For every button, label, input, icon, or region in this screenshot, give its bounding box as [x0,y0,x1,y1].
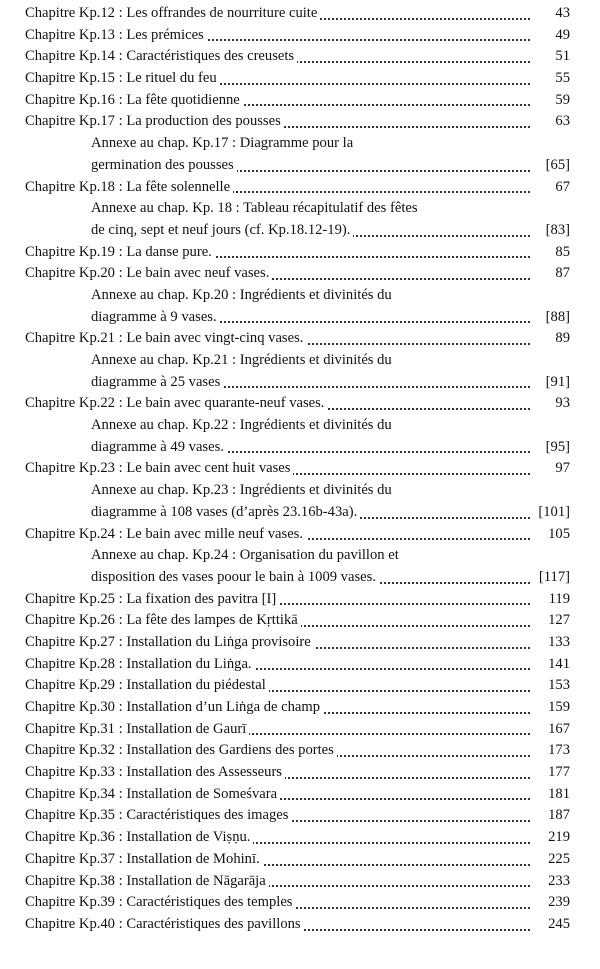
toc-entry [25,111,570,133]
toc-entry [25,675,570,697]
toc-entry-title: Chapitre Kp.30 : Installation d’un Liṅga de champ [25,697,323,719]
toc-entry-title: diagramme à 25 vases [91,372,223,394]
toc-entry-title: Chapitre Kp.38 : Installation de Nāgarāja [25,871,269,893]
toc-page-number: 141 [530,654,570,676]
toc-page-number: 119 [530,589,570,611]
toc-page-number: 133 [530,632,570,654]
toc-entry-title: diagramme à 108 vases (d’après 23.16b-43a). [91,502,360,524]
toc-annex-line [91,133,570,155]
toc-page-number: 67 [530,177,570,199]
toc-entry-title: Chapitre Kp.22 : Le bain avec quarante-neuf vases. [25,393,327,415]
toc-entry [25,740,570,762]
toc-entry-title: disposition des vases poour le bain à 1009 vases. [91,567,379,589]
toc-entry [25,328,570,350]
toc-page-number: 245 [530,914,570,936]
toc-entry [25,68,570,90]
toc-entry [25,632,570,654]
toc-page-number: 127 [530,610,570,632]
toc-entry-title: Chapitre Kp.26 : La fête des lampes de Kṛttikā [25,610,301,632]
toc-page-number: 89 [530,328,570,350]
toc-entry-title: Annexe au chap. Kp. 18 : Tableau récapitulatif des fêtes [91,198,421,220]
toc-page-number: 167 [530,719,570,741]
toc-entry [25,827,570,849]
toc-page-number: 105 [530,524,570,546]
toc-entry [25,762,570,784]
toc-entry-title: Chapitre Kp.23 : Le bain avec cent huit vases [25,458,293,480]
toc-entry-title: Annexe au chap. Kp.17 : Diagramme pour la [91,133,356,155]
toc-entry-title: Chapitre Kp.16 : La fête quotidienne [25,90,243,112]
toc-entry [25,589,570,611]
toc-page-number: [117] [530,567,570,589]
toc-entry-title: diagramme à 9 vases. [91,307,220,329]
toc-page-number: 239 [530,892,570,914]
toc-annex-line [91,480,570,502]
toc-entry [25,805,570,827]
toc-annex-line [91,502,570,524]
toc-page-number: [65] [530,155,570,177]
toc-annex-line [91,198,570,220]
toc-entry-title: Chapitre Kp.13 : Les prémices [25,25,207,47]
toc-annex-line [91,285,570,307]
toc-page-number: [95] [530,437,570,459]
toc-entry [25,914,570,936]
table-of-contents [25,3,570,936]
toc-entry [25,784,570,806]
toc-entry [25,25,570,47]
toc-entry-title: Chapitre Kp.17 : La production des pousses [25,111,284,133]
toc-page-number: 43 [530,3,570,25]
toc-annex-line [91,220,570,242]
toc-entry [25,654,570,676]
toc-annex-line [91,350,570,372]
toc-entry [25,263,570,285]
toc-entry-title: Chapitre Kp.34 : Installation de Someśvara [25,784,280,806]
toc-entry [25,697,570,719]
toc-page-number: 87 [530,263,570,285]
toc-entry [25,719,570,741]
toc-entry-title: Chapitre Kp.29 : Installation du piédestal [25,675,269,697]
toc-page-number: 153 [530,675,570,697]
toc-entry-title: Chapitre Kp.15 : Le rituel du feu [25,68,220,90]
toc-page-number: 233 [530,871,570,893]
toc-entry [25,849,570,871]
toc-page-number: 219 [530,827,570,849]
toc-entry-title: Chapitre Kp.20 : Le bain avec neuf vases. [25,263,272,285]
toc-page-number: 97 [530,458,570,480]
toc-annex-line [91,567,570,589]
toc-entry [25,458,570,480]
toc-entry [25,242,570,264]
toc-entry-title: Annexe au chap. Kp.20 : Ingrédients et divinités du [91,285,395,307]
toc-entry-title: diagramme à 49 vases. [91,437,227,459]
toc-annex-line [91,307,570,329]
toc-entry-title: germination des pousses [91,155,237,177]
toc-entry [25,871,570,893]
toc-entry-title: Chapitre Kp.33 : Installation des Assesseurs [25,762,285,784]
toc-entry [25,177,570,199]
toc-entry-title: Chapitre Kp.39 : Caractéristiques des temples [25,892,295,914]
toc-page-number: [101] [530,502,570,524]
toc-page-number: 173 [530,740,570,762]
toc-entry-title: Chapitre Kp.18 : La fête solennelle [25,177,233,199]
toc-entry-title: Chapitre Kp.19 : La danse pure. [25,242,215,264]
toc-entry-title: Chapitre Kp.25 : La fixation des pavitra [I] [25,589,279,611]
toc-page-number: 187 [530,805,570,827]
toc-entry-title: Annexe au chap. Kp.24 : Organisation du pavillon et [91,545,402,567]
toc-entry-title: Chapitre Kp.14 : Caractéristiques des creusets [25,46,297,68]
toc-entry [25,90,570,112]
toc-page-number: 51 [530,46,570,68]
toc-entry-title: de cinq, sept et neuf jours (cf. Kp.18.12-19). [91,220,353,242]
toc-entry [25,610,570,632]
toc-page-number: 63 [530,111,570,133]
toc-entry-title: Chapitre Kp.36 : Installation de Viṣṇu. [25,827,253,849]
toc-annex-line [91,437,570,459]
toc-entry-title: Chapitre Kp.27 : Installation du Liṅga provisoire [25,632,314,654]
toc-entry [25,524,570,546]
toc-page-number: [91] [530,372,570,394]
toc-entry-title: Chapitre Kp.32 : Installation des Gardiens des portes [25,740,337,762]
toc-page-number: 177 [530,762,570,784]
toc-entry-title: Chapitre Kp.31 : Installation de Gaurī [25,719,249,741]
toc-annex-line [91,415,570,437]
toc-entry-title: Annexe au chap. Kp.23 : Ingrédients et divinités du [91,480,395,502]
toc-page-number: 225 [530,849,570,871]
toc-entry [25,3,570,25]
toc-page-number: 93 [530,393,570,415]
toc-entry [25,46,570,68]
toc-page-number: 85 [530,242,570,264]
toc-page-number: [88] [530,307,570,329]
toc-entry [25,892,570,914]
toc-page-number: 59 [530,90,570,112]
toc-annex-line [91,155,570,177]
toc-entry-title: Annexe au chap. Kp.21 : Ingrédients et divinités du [91,350,395,372]
toc-page-number: 159 [530,697,570,719]
toc-entry-title: Chapitre Kp.40 : Caractéristiques des pavillons [25,914,304,936]
toc-entry-title: Chapitre Kp.24 : Le bain avec mille neuf vases. [25,524,306,546]
toc-entry-title: Chapitre Kp.28 : Installation du Liṅga. [25,654,255,676]
toc-annex-line [91,372,570,394]
toc-page-number: 181 [530,784,570,806]
toc-page-number: [83] [530,220,570,242]
toc-entry-title: Chapitre Kp.21 : Le bain avec vingt-cinq vases. [25,328,306,350]
toc-entry-title: Annexe au chap. Kp.22 : Ingrédients et divinités du [91,415,395,437]
toc-entry-title: Chapitre Kp.37 : Installation de Mohinī. [25,849,263,871]
toc-annex-line [91,545,570,567]
toc-entry-title: Chapitre Kp.12 : Les offrandes de nourriture cuite [25,3,320,25]
toc-entry [25,393,570,415]
toc-page-number: 49 [530,25,570,47]
toc-entry-title: Chapitre Kp.35 : Caractéristiques des images [25,805,291,827]
toc-page-number: 55 [530,68,570,90]
